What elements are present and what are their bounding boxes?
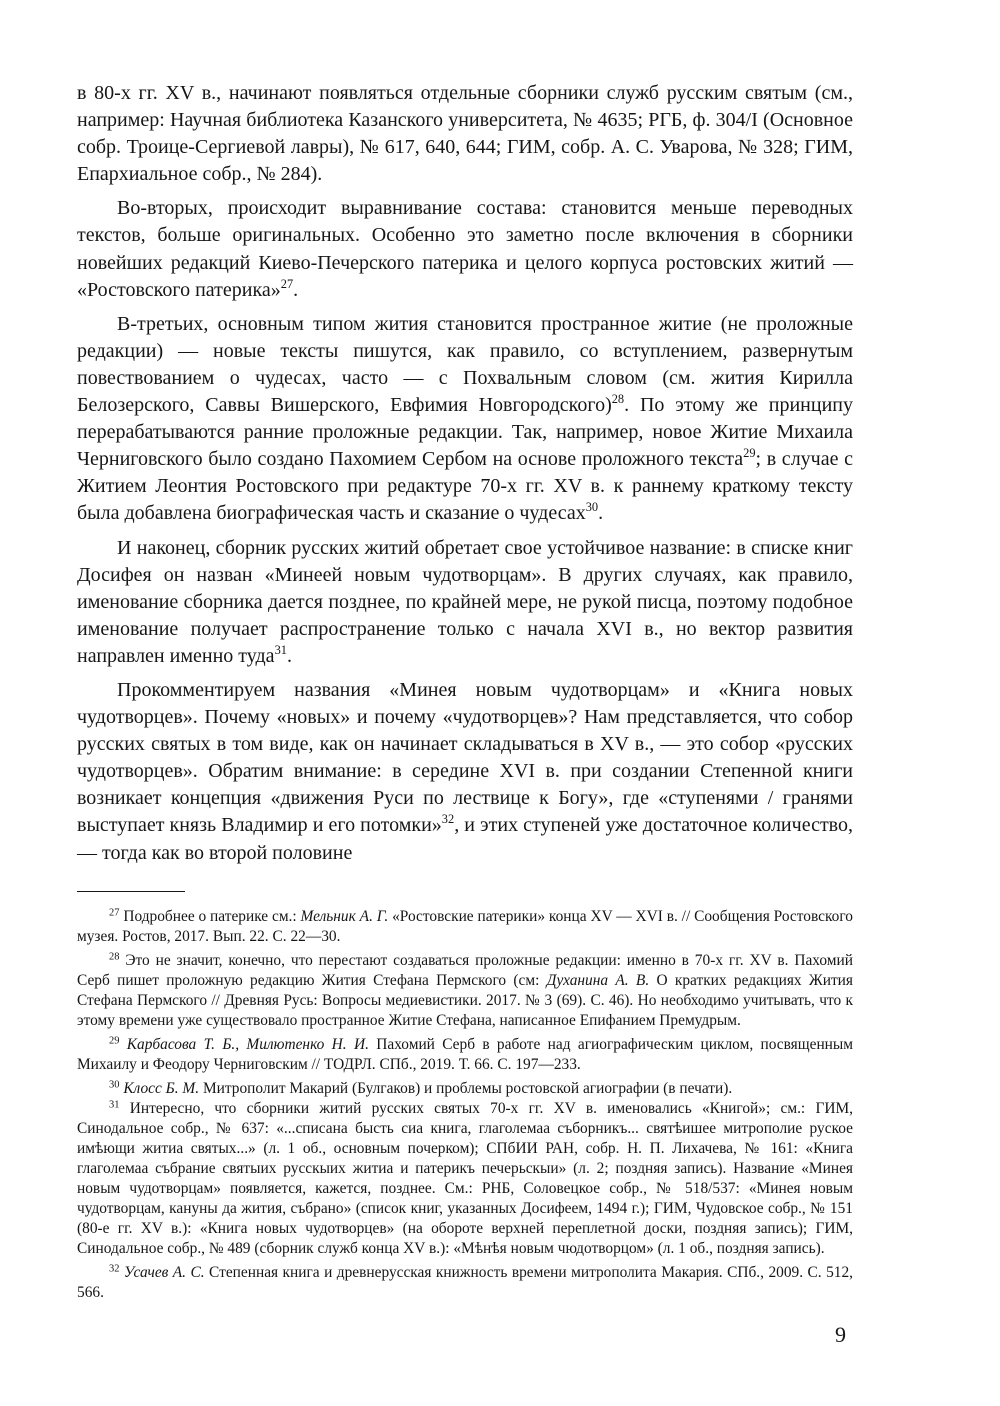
footnote-text: Интересно, что сборники житий русских святых 70-х гг. XV в. именовались «Книгой»; см.: ГИМ, Синодальное собр., № 637: «...списана бысть сиа книга, глаголемаа съборникъ... святѣишее митрополие руское имѣющи житиа святых...» (л. 1 об., основным почерком); СПбИИ РАН, собр. Н. П. Лихачева, № 161: «Книга глаголемаа събрание святыих русскыих житиа и патерикъ печерьскыи» (л. 2; поздняя запись). Название «Минея новым чудотворцам» появляется, кажется, позднее. См.: РНБ, Соловецкое собр., № 518/537: «Минея новым чудотворцам, кануны да жития, събрано» (список книг, указанных Досифеем, 1494 г.); ГИМ, Чудовское собр., № 151 (80-е гг. XV в.): «Книга новых чудотворцев» (на обороте верхней переплетной доски, поздняя запись); ГИМ, Синодальное собр., № 489 (сборник служб конца XV в.): «Мѣнѣя новым чюдотворцом» (л. 1 об., поздняя запись). — [77, 1099, 853, 1257]
paragraph-5-tail: , и этих ступеней уже достаточное количество, — тогда как во второй половине — [77, 814, 853, 864]
footnote-27 — [77, 907, 853, 947]
footnote-ref-32[interactable]: 32 — [441, 812, 455, 827]
footnote-30 — [77, 1079, 853, 1099]
paragraph-2-text: Во-вторых, происходит выравнивание состава: становится меньше переводных текстов, больше оригинальных. Особенно это заметно после включения в сборники новейших редакций Киево-Печерского патерика и целого корпуса ростовских житий — «Ростовского патерика» — [77, 197, 853, 301]
footnote-number: 30 — [109, 1078, 120, 1090]
footnote-text: Пахомий Серб в работе над агиографическим циклом, посвященным Михаилу и Феодору Черниговским // ТОДРЛ. СПб., 2019. Т. 66. С. 197—233. — [77, 1035, 853, 1073]
paragraph-2-tail: . — [293, 278, 299, 301]
footnote-number: 29 — [109, 1034, 120, 1046]
paragraph-5-text: Прокомментируем названия «Минея новым чудотворцам» и «Книга новых чудотворцев». Почему «новых» и почему «чудотворцев»? Нам представляется, что собор русских святых в том виде, как он начинает складываться в XV в., — это собор «русских чудотворцев». Обратим внимание: в середине XVI в. при создании Степенной книги возникает концепция «движения Руси по лествице к Богу», где «ступенями / гранями выступает князь Владимир и его потомки» — [77, 678, 853, 837]
paragraph-3-text-c: ; в случае с Житием Леонтия Ростовского при редактуре 70-х гг. XV в. к раннему краткому тексту была добавлена биографическая часть и сказание о чудесах — [77, 448, 854, 525]
paragraph-3-tail: . — [598, 502, 604, 525]
footnote-text: О кратких редакциях Жития Стефана Пермского // Древняя Русь: Вопросы медиевистики. 2017. № 3 (69). С. 46). Но необходимо учитывать, что к этому времени уже существовало пространное Житие Стефана, написанное Епифанием Премудрым. — [77, 971, 853, 1029]
footnote-text: Это не значит, конечно, что перестают создаваться проложные редакции: именно в 70-х гг. XV в. Пахомий Серб пишет проложную редакцию Жития Стефана Пермского (см: — [77, 951, 853, 989]
paragraph-3 — [77, 311, 853, 528]
footnote-ref-29[interactable]: 29 — [743, 446, 756, 461]
footnote-number: 31 — [109, 1098, 120, 1110]
footnote-number: 27 — [109, 906, 120, 918]
footnote-number: 28 — [109, 950, 120, 962]
footnote-text: «Ростовские патерики» конца XV — XVI в. // Сообщения Ростовского музея. Ростов, 2017. Вып. 22. С. 22—30. — [77, 907, 853, 945]
footnote-28 — [77, 951, 853, 1031]
paragraph-3-text-a: В-третьих, основным типом жития становится пространное житие (не проложные редакции) — новые тексты пишутся, как правило, со вступлением, развернутым повествованием о чудесах, часто — с Похвальным словом (см. жития Кирилла Белозерского, Саввы Вишерского, Евфимия Новгородского) — [77, 312, 853, 417]
paragraph-4-tail: . — [286, 644, 292, 667]
footnote-author: Карбасова Т. Б., Милютенко Н. И. — [126, 1035, 369, 1053]
footnote-29 — [77, 1035, 853, 1075]
footnote-ref-27[interactable]: 27 — [280, 276, 294, 291]
footnote-number: 32 — [109, 1262, 120, 1274]
footnote-ref-28[interactable]: 28 — [611, 391, 625, 406]
paragraph-1 — [77, 80, 853, 188]
footnote-author: Духанина А. В. — [546, 971, 650, 989]
footnote-text: Подробнее о патерике см.: — [123, 907, 301, 925]
footnote-text: Митрополит Макарий (Булгаков) и проблемы ростовской агиографии (в печати). — [199, 1079, 733, 1097]
paragraph-5 — [77, 677, 853, 867]
paragraph-4-text: И наконец, сборник русских житий обретает свое устойчивое название: в списке книг Досифея он назван «Минеей новым чудотворцам». В других случаях, как правило, именование сборника дается позднее, по крайней мере, не рукой писца, поэтому подобное именование получает распространение только с начала XVI в., но вектор развития направлен именно туда — [77, 536, 853, 667]
footnote-ref-30[interactable]: 30 — [585, 500, 599, 515]
paragraph-2 — [77, 195, 853, 303]
footnote-32 — [77, 1263, 853, 1303]
paragraph-1-text: в 80-х гг. XV в., начинают появляться отдельные сборники служб русским святым (см., например: Научная библиотека Казанского университета, № 4635; РГБ, ф. 304/I (Основное собр. Троице-Сергиевой лавры), № 617, 640, 644; ГИМ, собр. А. С. Уварова, № 328; ГИМ, Епархиальное собр., № 284). — [77, 82, 853, 186]
footnote-author: Усачев А. С. — [123, 1263, 205, 1281]
main-text — [77, 80, 853, 867]
paragraph-4 — [77, 535, 853, 670]
page — [77, 80, 853, 1303]
footnote-author: Клосс Б. М. — [123, 1079, 200, 1097]
footnote-text: Степенная книга и древнерусская книжность времени митрополита Макария. СПб., 2009. С. 512, 566. — [77, 1263, 853, 1301]
paragraph-3-text-b: . По этому же принципу перерабатываются ранние проложные редакции. Так, например, новое Житие Михаила Черниговского было создано Пахомием Сербом на основе проложного текста — [77, 394, 853, 471]
footnote-separator — [77, 891, 185, 892]
page-number: 9 — [835, 1322, 846, 1347]
footnote-ref-31[interactable]: 31 — [274, 642, 287, 657]
footnotes — [77, 907, 853, 1303]
footnote-author: Мельник А. Г. — [300, 907, 389, 925]
footnote-31 — [77, 1099, 853, 1259]
